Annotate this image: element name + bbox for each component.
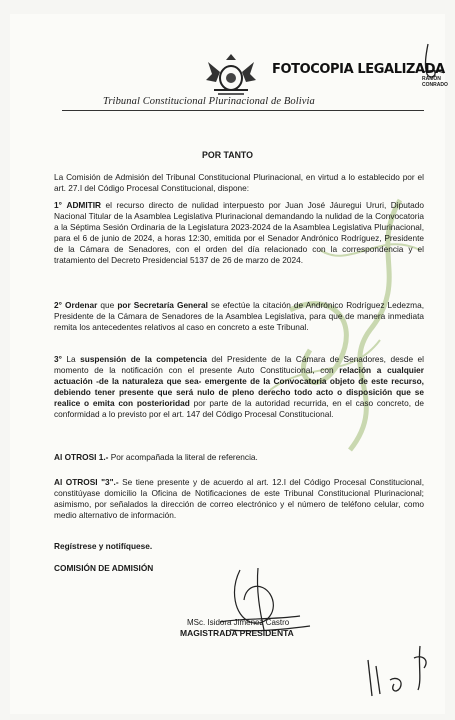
item-3-text-a: La [61, 354, 81, 364]
resolution-item-3 [54, 354, 424, 420]
item-2-text-b: se efectúe la citación de Andrónico Rodríguez Ledezma, Presidente de la Cámara de Senadores de la Asamblea Legislativa, para que de manera inmediata remita los antecedentes relativos al caso en concreto a este Tribunal. [54, 300, 424, 332]
otrosi-3 [54, 477, 424, 521]
resolution-item-1 [54, 200, 424, 266]
header-divider [62, 110, 424, 111]
item-1-number: 1° [54, 200, 62, 210]
otrosi-3-text: Se tiene presente y de acuerdo al art. 12.I del Código Procesal Constitucional, constitúyase domicilio la Oficina de Notificaciones de este Tribunal Constitucional Plurinacional; asimismo, por señalados la dirección de correo electrónico y el número de teléfono celular, como medio alternativo de información. [54, 477, 425, 520]
item-2-lead: Ordenar [65, 300, 98, 310]
legalized-copy-stamp: FOTOCOPIA LEGALIZADA [272, 62, 445, 77]
item-3-text-c: por parte de la autoridad recurrida, en el caso concreto, de conformidad a lo previsto por el art. 147 del Código Procesal Constitucional. [54, 398, 424, 419]
corner-text: RAMÓN CONRADO [422, 76, 448, 88]
closing-text: Regístrese y notifíquese. [54, 541, 153, 551]
resolution-item-2 [54, 300, 424, 333]
otrosi-1 [54, 452, 424, 463]
institution-header: Tribunal Constitucional Plurinacional de Bolivia [103, 96, 315, 107]
item-2-bold: por Secretaría General [117, 300, 208, 310]
item-2-text-a: que [97, 300, 118, 310]
section-title: POR TANTO [202, 150, 253, 160]
signatory-title: MAGISTRADA PRESIDENTA [180, 628, 294, 638]
page-number-scribble-icon [360, 640, 440, 700]
item-2-number: 2° [54, 300, 62, 310]
otrosi-3-label: Al OTROSI "3".- [54, 477, 119, 487]
signatory-name: MSc. Isidora Jiménez Castro [187, 618, 290, 627]
closing-line [54, 541, 424, 552]
otrosi-1-text: Por acompañada la literal de referencia. [108, 452, 258, 462]
otrosi-1-label: Al OTROSI 1.- [54, 452, 109, 462]
item-1-lead: ADMITIR [66, 200, 102, 210]
commission-text: COMISIÓN DE ADMISIÓN [54, 563, 154, 573]
bolivia-coat-of-arms-icon [204, 52, 258, 98]
item-3-text-b: del Presidente de la Cámara de Senadores, desde el momento de la notificación con el presente Auto Constitucional, con [54, 354, 425, 375]
item-3-number: 3° [54, 354, 62, 364]
item-1-text: el recurso directo de nulidad interpuesto por Juan José Jáuregui Ururi, Diputado Nacional Titular de la Asamblea Legislativa Plurinacional demandando la nulidad de la Convocatoria a la Séptima Sesión Ordinaria de la Legislatura 2023-2024 de la Asamblea Legislativa Plurinacional, para el 6 de junio de 2024, a horas 12:30, emitida por el Senador Andrónico Rodríguez, Presidente de la Cámara de Senadores, con el orden del día relacionado con la correspondencia y el tratamiento del Decreto Presidencial 5137 de 26 de marzo de 2024. [54, 200, 424, 265]
intro-paragraph: La Comisión de Admisión del Tribunal Constitucional Plurinacional, en virtud a lo establecido por el art. 27.I del Código Procesal Constitucional, dispone: [54, 172, 424, 193]
item-3-bold-a: suspensión de la competencia [80, 354, 208, 364]
item-3-bold-b: relación a cualquier actuación -de la naturaleza que sea- emergente de la Convocatoria objeto de este recurso, debiendo tener presente que será nulo de pleno derecho todo acto o disposición que se realice o emita con posterioridad [54, 365, 424, 408]
